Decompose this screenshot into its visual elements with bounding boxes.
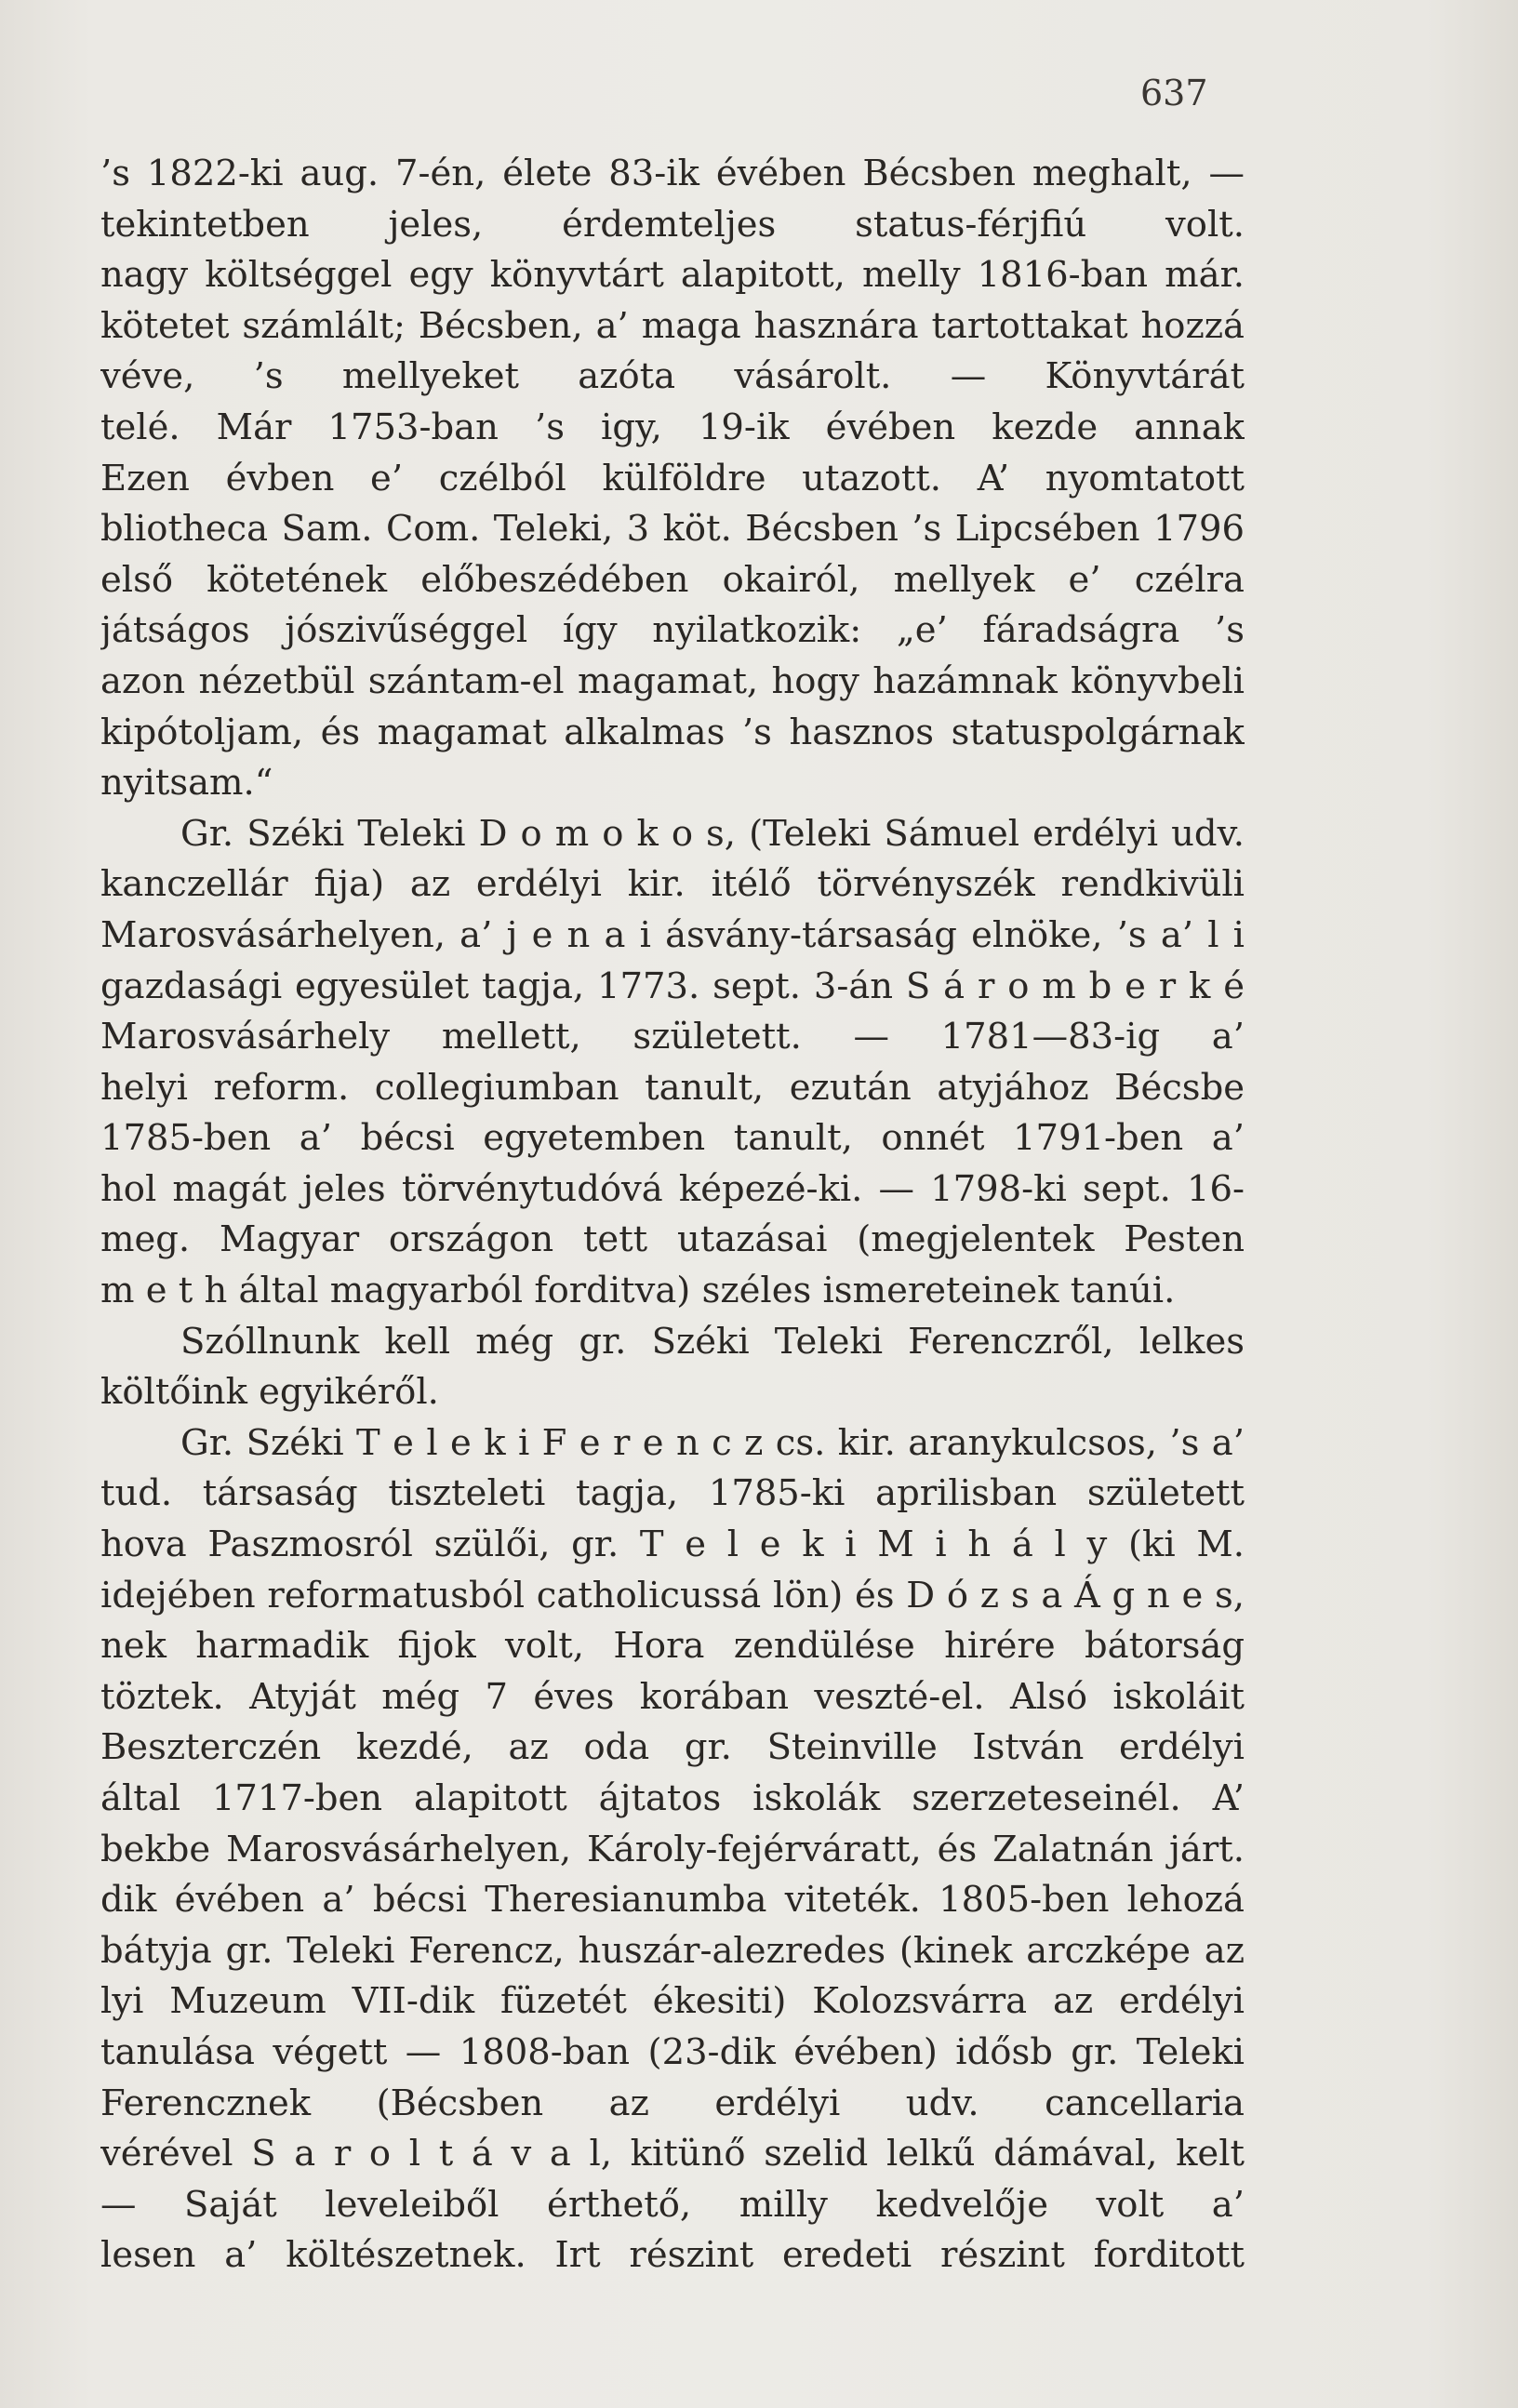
- text-line: költőink egyikéről.: [100, 1371, 439, 1414]
- text-line: bátyja gr. Teleki Ferencz, huszár-alezredes (kinek arczképe az: [100, 1929, 1245, 1972]
- text-line: hol magát jeles törvénytudóvá képezé-ki. — 1798-ki sept. 16-: [100, 1167, 1245, 1210]
- text-line: nyitsam.“: [100, 762, 273, 805]
- text-line: Ferencznek (Bécsben az erdélyi udv. cancellaria: [100, 2082, 1245, 2124]
- text-line: töztek. Atyját még 7 éves korában veszté-el. Alsó iskoláit: [100, 1675, 1245, 1718]
- text-line: Szóllnunk kell még gr. Széki Teleki Ferenczről, lelkes: [180, 1320, 1245, 1363]
- text-line: idejében reformatusból catholicussá lön) és D ó z s a Á g n e s,: [100, 1574, 1245, 1616]
- text-line: dik évében a’ bécsi Theresianumba viteték. 1805-ben lehozá: [100, 1879, 1245, 1922]
- text-line: 1785-ben a’ bécsi egyetemben tanult, onnét 1791-ben a’: [100, 1117, 1245, 1160]
- text-line: kötetet számlált; Bécsben, a’ maga hasznára tartottakat hozzá: [100, 304, 1245, 347]
- text-line: nagy költséggel egy könyvtárt alapitott, melly 1816-ban már.: [100, 254, 1245, 297]
- text-line: — Saját leveleiből érthető, milly kedvelője volt a’: [100, 2183, 1245, 2226]
- text-line: véve, ’s mellyeket azóta vásárolt. — Könyvtárát: [100, 355, 1245, 398]
- text-line: nek harmadik fijok volt, Hora zendülése hirére bátorság: [100, 1625, 1245, 1668]
- text-line: Gr. Széki Teleki D o m o k o s, (Teleki Sámuel erdélyi udv.: [180, 812, 1245, 855]
- text-line: gazdasági egyesület tagja, 1773. sept. 3-án S á r o m b e r k é: [100, 965, 1245, 1007]
- text-line: bliotheca Sam. Com. Teleki, 3 köt. Bécsben ’s Lipcsében 1796: [100, 508, 1245, 551]
- text-line: játságos jószivűséggel így nyilatkozik: „e’ fáradságra ’s: [100, 609, 1245, 652]
- text-line: Beszterczén kezdé, az oda gr. Steinville István erdélyi: [100, 1726, 1245, 1769]
- text-line: Marosvásárhely mellett, született. — 1781—83-ig a’: [100, 1016, 1245, 1058]
- text-line: hova Paszmosról szülői, gr. T e l e k i M i h á l y (ki M.: [100, 1523, 1245, 1566]
- text-line: ’s 1822-ki aug. 7-én, élete 83-ik évében Bécsben meghalt, —: [100, 153, 1245, 194]
- text-line: vérével S a r o l t á v a l, kitünő szelid lelkű dámával, kelt: [100, 2133, 1245, 2175]
- text-line: Marosvásárhelyen, a’ j e n a i ásvány-társaság elnöke, ’s a’ l i: [100, 913, 1245, 956]
- text-line: tud. társaság tiszteleti tagja, 1785-ki aprilisban született: [100, 1472, 1245, 1515]
- text-line: kanczellár fija) az erdélyi kir. itélő törvényszék rendkivüli: [100, 863, 1245, 906]
- text-line: tekintetben jeles, érdemteljes status-férjfiú volt.: [100, 203, 1245, 246]
- text-line: lesen a’ költészetnek. Irt részint eredeti részint forditott: [100, 2234, 1245, 2277]
- text-line: lyi Muzeum VII-dik füzetét ékesiti) Kolozsvárra az erdélyi: [100, 1980, 1245, 2023]
- body-text: [100, 149, 1245, 2282]
- text-line: Gr. Széki T e l e k i F e r e n c z cs. kir. aranykulcsos, ’s a’: [180, 1421, 1245, 1464]
- text-line: azon nézetbül szántam-el magamat, hogy hazámnak könyvbeli: [100, 659, 1245, 702]
- text-line: által 1717-ben alapitott ájtatos iskolák szerzeteseinél. A’: [100, 1777, 1245, 1819]
- text-line: m e t h által magyarból forditva) széles ismereteinek tanúi.: [100, 1270, 1176, 1312]
- text-line: tanulása végett — 1808-ban (23-dik évében) idősb gr. Teleki: [100, 2030, 1245, 2073]
- text-line: kipótoljam, és magamat alkalmas ’s hasznos statuspolgárnak: [100, 711, 1245, 753]
- text-line: helyi reform. collegiumban tanult, ezután atyjához Bécsbe: [100, 1066, 1245, 1109]
- text-line: bekbe Marosvásárhelyen, Károly-fejérváratt, és Zalatnán járt.: [100, 1828, 1245, 1870]
- text-line: első kötetének előbeszédében okairól, mellyek e’ czélra: [100, 558, 1245, 601]
- text-line: Ezen évben e’ czélból külföldre utazott. A’ nyomtatott: [100, 457, 1245, 499]
- text-line: telé. Már 1753-ban ’s igy, 19-ik évében kezde annak: [100, 406, 1245, 448]
- page-number: 637: [1140, 73, 1208, 113]
- text-line: meg. Magyar országon tett utazásai (megjelentek Pesten: [100, 1218, 1245, 1261]
